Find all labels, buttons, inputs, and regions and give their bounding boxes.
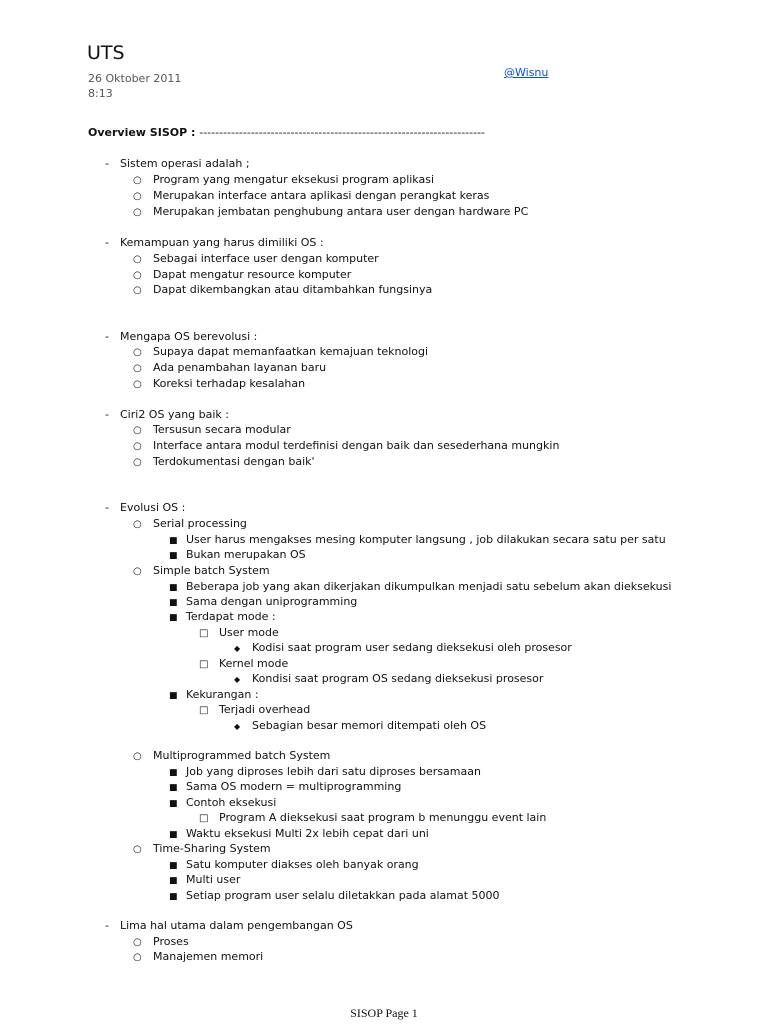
circle-bullet-icon: ○ (133, 937, 142, 948)
list-item (105, 330, 257, 344)
list-item-text: Program A dieksekusi saat program b menunggu event lain (219, 811, 547, 824)
list-item-text: Terjadi overhead (219, 703, 311, 716)
list-item-text: Proses (153, 935, 189, 948)
page-date (88, 71, 181, 101)
list-item (169, 889, 500, 904)
list-item (133, 439, 559, 454)
list-item-text: Serial processing (153, 517, 247, 530)
list-item (133, 950, 263, 965)
square-bullet-icon: ■ (169, 691, 178, 701)
list-item-text: Interface antara modul terdefinisi dengan baik dan sesederhana mungkin (153, 439, 560, 452)
circle-bullet-icon: ○ (133, 441, 142, 452)
circle-bullet-icon: ○ (133, 175, 142, 186)
list-item-text: Sama dengan uniprogramming (186, 595, 358, 608)
list-item-text: User mode (219, 626, 279, 639)
list-item (133, 517, 247, 532)
list-item (199, 657, 288, 672)
list-item-text: Evolusi OS : (120, 501, 186, 514)
list-item (133, 283, 432, 298)
list-item (169, 827, 429, 842)
time-text: 8:13 (88, 87, 113, 100)
list-item (105, 408, 229, 422)
square-bullet-icon: ■ (169, 830, 178, 840)
list-item-text: Tersusun secara modular (153, 423, 291, 436)
circle-bullet-icon: ○ (133, 751, 142, 762)
list-item (133, 189, 489, 204)
dash-marker: - (105, 919, 109, 932)
list-item (169, 610, 276, 625)
list-item (133, 935, 189, 950)
list-item-text: Manajemen memori (153, 950, 264, 963)
page-title: UTS (87, 42, 125, 64)
diamond-bullet-icon: ◆ (234, 722, 241, 731)
list-item-text: Kernel mode (219, 657, 289, 670)
list-item-text: Supaya dapat memanfaatkan kemajuan teknologi (153, 345, 429, 358)
list-item-text: Sebagian besar memori ditempati oleh OS (252, 719, 487, 732)
circle-bullet-icon: ○ (133, 270, 142, 281)
list-item (199, 811, 546, 826)
list-item-text: Sebagai interface user dengan komputer (153, 252, 379, 265)
list-item (169, 873, 240, 888)
list-item (133, 423, 291, 438)
circle-bullet-icon: ○ (133, 519, 142, 530)
circle-bullet-icon: ○ (133, 285, 142, 296)
circle-bullet-icon: ○ (133, 379, 142, 390)
list-item (133, 361, 326, 376)
list-item-text: Dapat dikembangkan atau ditambahkan fungsinya (153, 283, 433, 296)
square-bullet-icon: ■ (169, 799, 178, 809)
square-bullet-icon: ■ (169, 598, 178, 608)
list-item (234, 641, 572, 656)
list-item (234, 719, 486, 734)
list-item-text: Waktu eksekusi Multi 2x lebih cepat dari uni (186, 827, 429, 840)
list-item (169, 595, 357, 610)
circle-bullet-icon: ○ (133, 566, 142, 577)
list-item-text: Merupakan interface antara aplikasi dengan perangkat keras (153, 189, 490, 202)
list-item-text: Program yang mengatur eksekusi program aplikasi (153, 173, 435, 186)
square-bullet-icon: ■ (169, 768, 178, 778)
list-item (169, 533, 666, 548)
list-item (169, 688, 259, 703)
list-item-text: Ciri2 OS yang baik : (120, 408, 230, 421)
list-item-text: Sistem operasi adalah ; (120, 157, 250, 170)
list-item-text: Kekurangan : (186, 688, 259, 701)
list-item (133, 252, 379, 267)
list-item (199, 703, 310, 718)
list-item-text: Kodisi saat program user sedang dieksekusi oleh prosesor (252, 641, 572, 654)
list-item (169, 796, 276, 811)
dash-marker: - (105, 157, 109, 170)
list-item-text: Sama OS modern = multiprogramming (186, 780, 402, 793)
list-item (133, 749, 330, 764)
circle-bullet-icon: ○ (133, 191, 142, 202)
square-bullet-icon: ■ (169, 861, 178, 871)
box-bullet-icon: □ (199, 813, 209, 824)
list-item-text: Contoh eksekusi (186, 796, 277, 809)
list-item (199, 626, 279, 641)
circle-bullet-icon: ○ (133, 844, 142, 855)
list-item-text: Time-Sharing System (153, 842, 271, 855)
circle-bullet-icon: ○ (133, 425, 142, 436)
list-item-text: Multi user (186, 873, 241, 886)
square-bullet-icon: ■ (169, 876, 178, 886)
list-item (133, 842, 271, 857)
list-item-text: Multiprogrammed batch System (153, 749, 331, 762)
dash-marker: - (105, 408, 109, 421)
square-bullet-icon: ■ (169, 536, 178, 546)
list-item-text: Lima hal utama dalam pengembangan OS (120, 919, 353, 932)
circle-bullet-icon: ○ (133, 207, 142, 218)
circle-bullet-icon: ○ (133, 457, 142, 468)
section-heading-label: Overview SISOP : (88, 126, 196, 139)
diamond-bullet-icon: ◆ (234, 675, 241, 684)
list-item (169, 858, 419, 873)
list-item-text: Kondisi saat program OS sedang dieksekusi prosesor (252, 672, 544, 685)
square-bullet-icon: ■ (169, 892, 178, 902)
list-item (133, 377, 305, 392)
list-item-text: Ada penambahan layanan baru (153, 361, 327, 374)
circle-bullet-icon: ○ (133, 363, 142, 374)
section-heading (88, 126, 485, 139)
circle-bullet-icon: ○ (133, 952, 142, 963)
list-item (133, 205, 528, 220)
dash-marker: - (105, 501, 109, 514)
list-item (169, 780, 401, 795)
list-item-text: Mengapa OS berevolusi : (120, 330, 258, 343)
list-item (169, 765, 481, 780)
list-item (169, 580, 671, 595)
list-item-text: Merupakan jembatan penghubung antara user dengan hardware PC (153, 205, 529, 218)
list-item-text: Dapat mengatur resource komputer (153, 268, 352, 281)
date-text: 26 Oktober 2011 (88, 72, 182, 85)
circle-bullet-icon: ○ (133, 254, 142, 265)
author-link[interactable]: @Wisnu (504, 66, 549, 79)
list-item (133, 564, 270, 579)
list-item (234, 672, 543, 687)
list-item-text: Koreksi terhadap kesalahan (153, 377, 306, 390)
list-item-text: Terdapat mode : (186, 610, 276, 623)
list-item (105, 501, 185, 515)
square-bullet-icon: ■ (169, 783, 178, 793)
list-item-text: Simple batch System (153, 564, 270, 577)
box-bullet-icon: □ (199, 659, 209, 670)
circle-bullet-icon: ○ (133, 347, 142, 358)
list-item-text: Job yang diproses lebih dari satu diproses bersamaan (186, 765, 481, 778)
square-bullet-icon: ■ (169, 583, 178, 593)
list-item (105, 236, 324, 250)
list-item (133, 173, 434, 188)
list-item-text: Beberapa job yang akan dikerjakan dikumpulkan menjadi satu sebelum akan dieksekusi (186, 580, 672, 593)
list-item-text: Kemampuan yang harus dimiliki OS : (120, 236, 324, 249)
square-bullet-icon: ■ (169, 613, 178, 623)
diamond-bullet-icon: ◆ (234, 644, 241, 653)
dash-marker: - (105, 236, 109, 249)
list-item-text: Setiap program user selalu diletakkan pada alamat 5000 (186, 889, 500, 902)
section-heading-dashes: ------------------------------------------------------------------------ (199, 126, 486, 139)
list-item (105, 157, 250, 171)
list-item (169, 548, 306, 563)
list-item-text: User harus mengakses mesing komputer langsung , job dilakukan secara satu per satu (186, 533, 666, 546)
box-bullet-icon: □ (199, 628, 209, 639)
dash-marker: - (105, 330, 109, 343)
list-item (133, 268, 351, 283)
page-footer: SISOP Page 1 (350, 1006, 418, 1020)
box-bullet-icon: □ (199, 705, 209, 716)
list-item-text: Satu komputer diakses oleh banyak orang (186, 858, 419, 871)
list-item (133, 345, 428, 360)
square-bullet-icon: ■ (169, 551, 178, 561)
list-item (133, 455, 315, 470)
list-item-text: Terdokumentasi dengan baik' (153, 455, 315, 468)
list-item (105, 919, 353, 933)
list-item-text: Bukan merupakan OS (186, 548, 306, 561)
